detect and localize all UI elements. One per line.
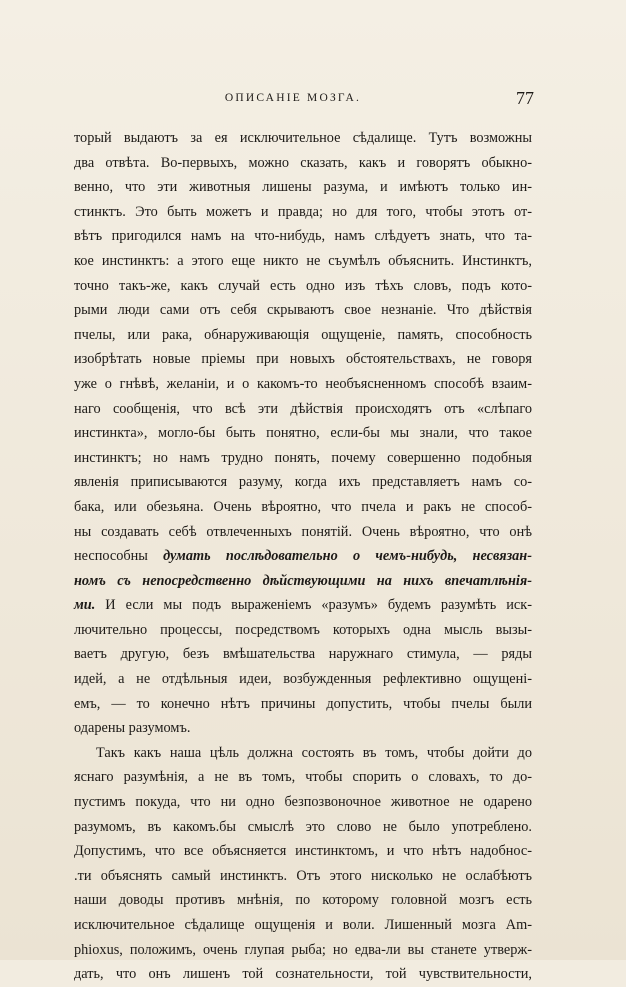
text-line [74, 569, 532, 594]
text-segment: Допустимъ, что все объясняется инстинктомъ, и что нѣтъ надобнос- [74, 843, 532, 860]
text-segment: яснаго разумѣнія, а не въ томъ, чтобы спорить о словахъ, то до- [74, 769, 532, 786]
text-segment: изобрѣтать новые пріемы при новыхъ обстоятельствахъ, не говоря [74, 351, 532, 368]
text-segment: бака, или обезьяна. Очень вѣроятно, что пчела и ракъ не способ- [74, 498, 532, 515]
text-segment: уже о гнѣвѣ, желаніи, и о какомъ-то необъясненномъ способѣ взаим- [74, 375, 532, 392]
emphasized-text: ми. [74, 597, 96, 614]
text-line [74, 765, 532, 790]
text-line [74, 962, 532, 987]
text-segment: кое инстинктъ: а этого еще никто не съумѣлъ объяснить. Инстинктъ, [74, 252, 532, 269]
text-segment: идей, а не отдѣльныя идеи, возбужденныя рефлективно ощущені- [74, 671, 532, 688]
text-segment: ваетъ другую, безъ вмѣшательства наружнаго стимула, — ряды [74, 646, 532, 663]
text-line [74, 470, 532, 495]
text-line [74, 495, 532, 520]
text-segment: рыми люди сами отъ себя скрываютъ свое незнаніе. Что дѣйствія [74, 302, 532, 319]
text-line [74, 323, 532, 348]
text-segment: вѣтъ пригодился намъ на что-нибудь, намъ слѣдуетъ знать, что та- [74, 228, 532, 245]
text-segment: наши доводы противъ мнѣнія, по которому головной мозгъ есть [74, 892, 532, 909]
running-title: ОПИСАНІЕ МОЗГА. [224, 92, 362, 104]
emphasized-text: думать послѣдовательно о чемъ-нибудь, несвязан- [163, 548, 532, 565]
text-line [74, 790, 532, 815]
text-line [74, 126, 532, 151]
text-segment: стинктъ. Это быть можетъ и правда; но для того, чтобы этотъ от- [74, 203, 532, 220]
text-segment: точно такъ-же, какъ случай есть одно изъ тѣхъ словъ, подъ кото- [74, 277, 532, 294]
text-segment: дать, что онъ лишенъ той сознательности, той чувствительности, [74, 966, 532, 983]
text-line [74, 741, 532, 766]
text-line [74, 151, 532, 176]
text-line [74, 864, 532, 889]
text-line [74, 520, 532, 545]
text-line [74, 815, 532, 840]
text-line [74, 224, 532, 249]
text-line [74, 593, 532, 618]
text-segment: исключительное сѣдалище ощущенія и воли. Лишенный мозга Am- [74, 917, 532, 933]
text-segment: И если мы подъ выраженіемъ «разумъ» будемъ разумѣть иск- [95, 597, 532, 614]
page-number: 77 [516, 88, 534, 108]
text-line [74, 175, 532, 200]
text-line [74, 938, 532, 963]
text-line [74, 347, 532, 372]
text-segment: торый выдаютъ за ея исключительное сѣдалище. Тутъ возможны [74, 130, 532, 146]
text-segment: одарены разумомъ. [74, 720, 191, 737]
text-segment: инстинкта», могло-бы быть понятно, если-бы мы знали, что такое [74, 425, 532, 442]
text-segment: наго сообщенія, что всѣ эти дѣйствія происходятъ отъ «слѣпаго [74, 400, 532, 417]
text-segment: инстинктъ; но намъ трудно понять, почему совершенно подобныя [74, 449, 532, 466]
text-line [74, 839, 532, 864]
text-segment: Такъ какъ наша цѣль должна состоять въ томъ, чтобы дойти до [96, 744, 532, 761]
page-header [60, 88, 534, 108]
text-segment: пустимъ покуда, что ни одно безпозвоночное животное не одарено [74, 794, 532, 811]
text-segment: венно, что эти животныя лишены разума, и имѣютъ только ин- [74, 179, 532, 196]
text-segment: ны создавать себѣ отвлеченныхъ понятій. Очень вѣроятно, что онѣ [74, 523, 532, 540]
text-segment: два отвѣта. Во-первыхъ, можно сказать, какъ и говорятъ обыкно- [74, 154, 532, 171]
text-line [74, 618, 532, 643]
body-text [74, 126, 532, 987]
text-line [74, 667, 532, 692]
text-line [74, 544, 532, 569]
text-segment: phioxus, положимъ, очень глупая рыба; но едва-ли вы станете утверж- [74, 941, 532, 958]
text-line [74, 692, 532, 717]
text-line [74, 274, 532, 299]
text-segment: неспособны [74, 548, 164, 565]
text-line [74, 913, 532, 938]
text-line [74, 446, 532, 471]
text-line [74, 200, 532, 225]
emphasized-text: номъ съ непосредственно дѣйствующими на нихъ впечатлѣнія- [74, 572, 532, 589]
text-line [74, 642, 532, 667]
text-segment: .ти объяснять самый инстинктъ. Отъ этого нисколько не ослабѣютъ [74, 867, 532, 884]
text-segment: явленія приписываются разуму, когда ихъ представляетъ намъ со- [74, 474, 532, 491]
text-line [74, 421, 532, 446]
text-line [74, 372, 532, 397]
text-line [74, 716, 532, 741]
text-line [74, 397, 532, 422]
text-line [74, 298, 532, 323]
text-segment: лючительно процессы, посредствомъ которыхъ одна мысль вызы- [74, 621, 532, 638]
text-segment: емъ, — то конечно нѣтъ причины допустить, чтобы пчелы были [74, 695, 532, 712]
text-segment: пчелы, или рака, обнаруживающія ощущеніе, память, способность [74, 326, 532, 343]
text-line [74, 888, 532, 913]
text-segment: разумомъ, въ какомъ.бы смыслѣ это слово не было употреблено. [74, 818, 532, 835]
text-line [74, 249, 532, 274]
